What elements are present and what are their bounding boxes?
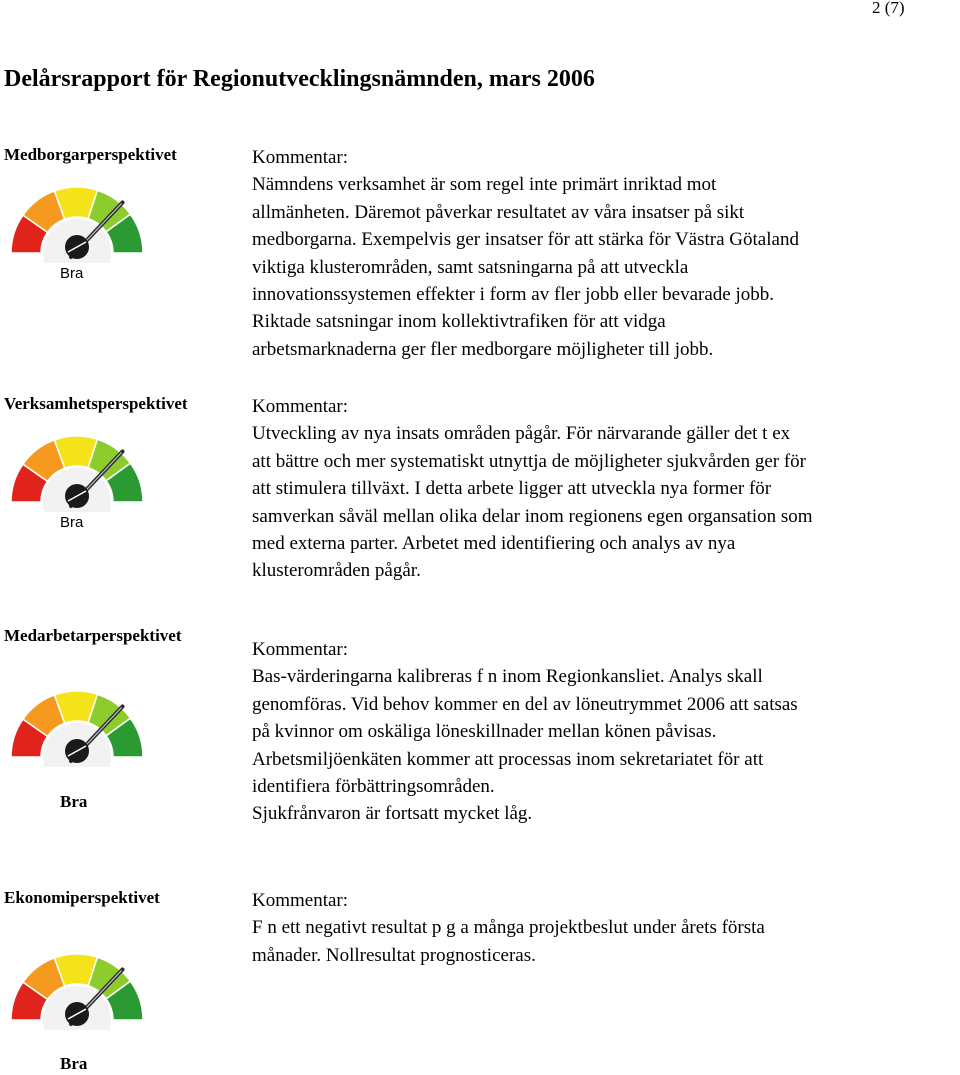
comment-label: Kommentar: xyxy=(252,147,349,168)
comment-label: Kommentar: xyxy=(252,890,349,911)
rating-label: Bra xyxy=(60,514,84,531)
gauge-icon xyxy=(10,940,144,1030)
perspective-heading-medarbetar: Medarbetarperspektivet xyxy=(4,626,182,645)
perspective-heading-ekonomi: Ekonomiperspektivet xyxy=(4,888,160,907)
comment-line: identifiera förbättringsområden. xyxy=(252,776,495,798)
comment-line: Nämndens verksamhet är som regel inte primärt inriktad mot xyxy=(252,174,717,196)
gauge-icon xyxy=(10,677,144,767)
gauge-icon xyxy=(10,422,144,512)
rating-label: Bra xyxy=(60,792,88,811)
comment-label: Kommentar: xyxy=(252,639,349,660)
comment-line: att bättre och mer systematiskt utnyttja de möjligheter sjukvården ger för xyxy=(252,450,807,472)
comment-block-medborgar xyxy=(252,144,960,363)
rating-label: Bra xyxy=(60,265,84,282)
comment-block-ekonomi xyxy=(252,887,960,969)
comment-line: på kvinnor om oskäliga löneskillnader mellan könen påvisas. xyxy=(252,721,717,743)
comment-line: allmänheten. Däremot påverkar resultatet av våra insatser på sikt xyxy=(252,201,745,223)
comment-line: månader. Nollresultat prognosticeras. xyxy=(252,944,536,966)
comment-line: medborgarna. Exempelvis ger insatser för att stärka för Västra Götaland xyxy=(252,229,799,251)
comment-line: viktiga klusterområden, samt satsningarna på att utveckla xyxy=(252,256,689,278)
comment-line: att stimulera tillväxt. I detta arbete ligger att utveckla nya former för xyxy=(252,478,772,500)
comment-line: Arbetsmiljöenkäten kommer att processas inom sekretariatet för att xyxy=(252,748,764,770)
gauge-icon xyxy=(10,173,144,263)
comment-line: Utveckling av nya insats områden pågår. För närvarande gäller det t ex xyxy=(252,423,791,445)
comment-block-verksamhet xyxy=(252,393,960,585)
comment-line: F n ett negativt resultat p g a många projektbeslut under årets första xyxy=(252,917,765,939)
comment-line: med externa parter. Arbetet med identifiering och analys av nya xyxy=(252,533,736,555)
comment-line: innovationssystemen effekter i form av fler jobb eller bevarade jobb. xyxy=(252,284,774,306)
comment-line: Riktade satsningar inom kollektivtrafiken för att vidga xyxy=(252,311,666,333)
comment-line: genomföras. Vid behov kommer en del av löneutrymmet 2006 att satsas xyxy=(252,693,798,715)
comment-line: klusterområden pågår. xyxy=(252,560,421,582)
rating-label: Bra xyxy=(60,1054,88,1073)
comment-label: Kommentar: xyxy=(252,396,349,417)
comment-line: arbetsmarknaderna ger fler medborgare möjligheter till jobb. xyxy=(252,338,714,360)
comment-line: Sjukfrånvaron är fortsatt mycket låg. xyxy=(252,803,533,825)
perspective-heading-verksamhet: Verksamhetsperspektivet xyxy=(4,394,188,413)
report-title: Delårsrapport för Regionutvecklingsnämnden, mars 2006 xyxy=(4,66,595,92)
comment-line: Bas-värderingarna kalibreras f n inom Regionkansliet. Analys skall xyxy=(252,666,763,688)
comment-line: samverkan såväl mellan olika delar inom regionens egen organsation som xyxy=(252,505,813,527)
comment-block-medarbetar xyxy=(252,636,960,828)
perspective-heading-medborgar: Medborgarperspektivet xyxy=(4,145,177,164)
page-number: 2 (7) xyxy=(872,0,905,17)
